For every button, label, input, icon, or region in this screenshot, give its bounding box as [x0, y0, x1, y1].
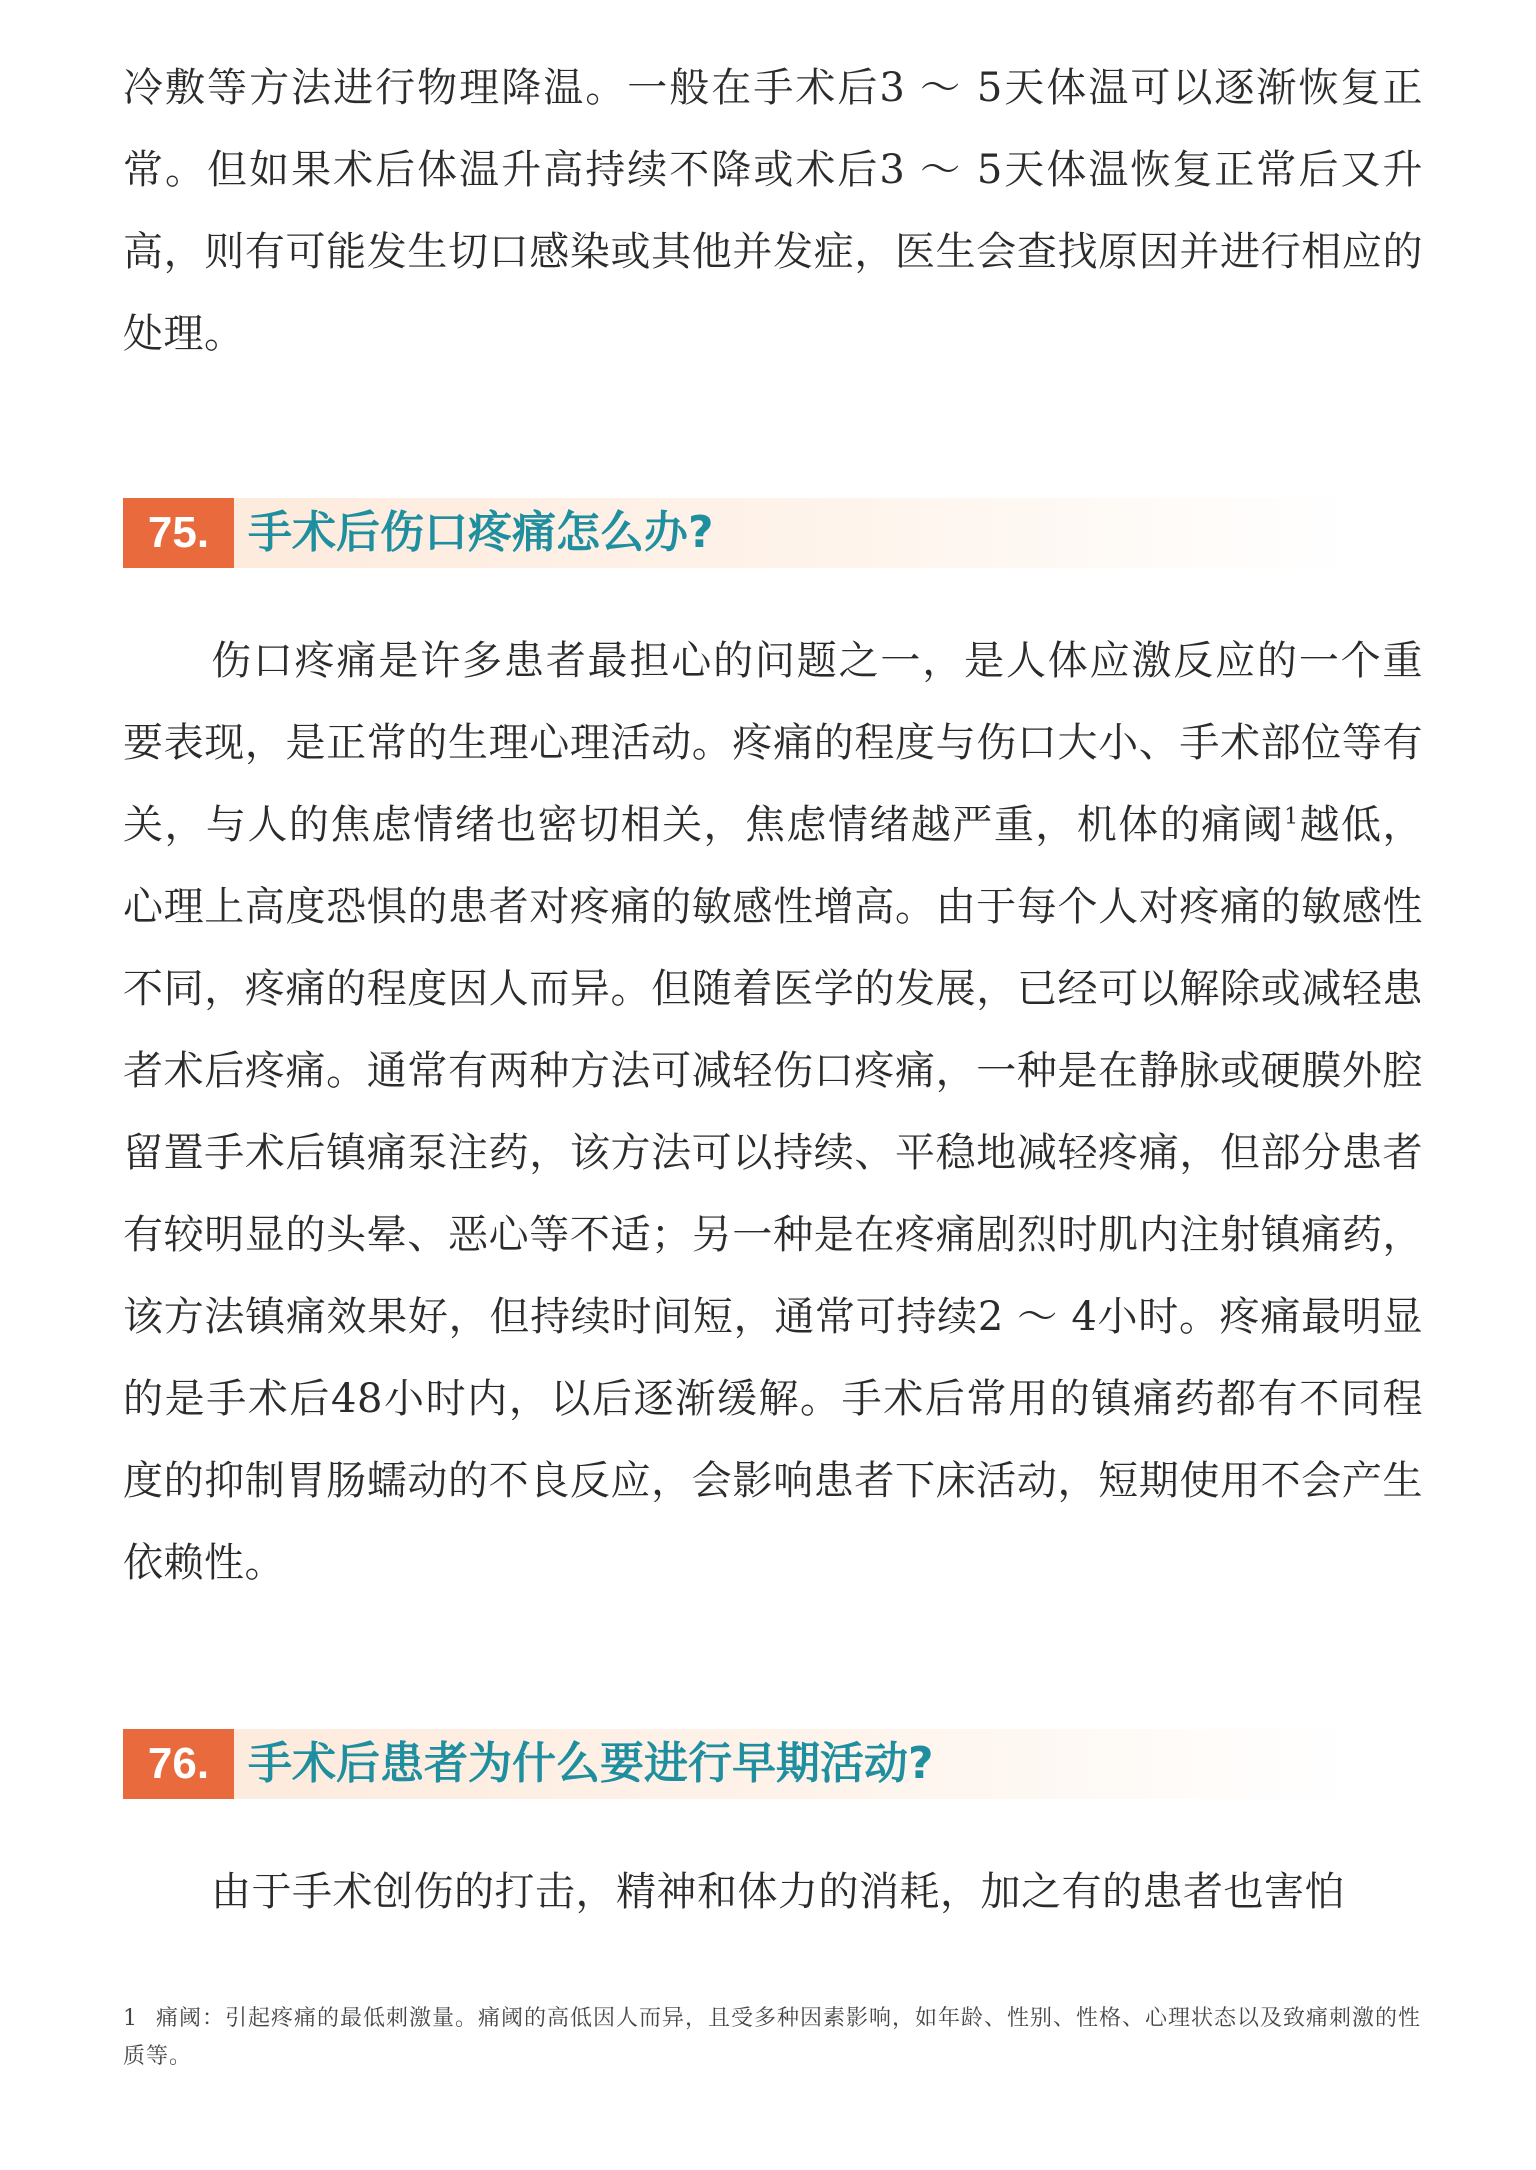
continuation-paragraph: 冷敷等方法进行物理降温。一般在手术后3 ～ 5天体温可以逐渐恢复正常。但如果术后体温升高持续不降或术后3 ～ 5天体温恢复正常后又升高，则有可能发生切口感染或其他并发症，医生会查找原因并进行相应的处理。	[123, 65, 1423, 357]
footnote-ref[interactable]: 1	[1284, 804, 1299, 830]
footnote	[123, 2000, 1423, 2076]
section-75-paragraph-part1: 伤口疼痛是许多患者最担心的问题之一，是人体应激反应的一个重要表现，是正常的生理心理活动。疼痛的程度与伤口大小、手术部位等有关，与人的焦虑情绪也密切相关，焦虑情绪越严重，机体的痛阈	[123, 638, 1423, 848]
footnote-text: 痛阈：引起疼痛的最低刺激量。痛阈的高低因人而异，且受多种因素影响，如年龄、性别、性格、心理状态以及致痛刺激的性质等。	[123, 2006, 1422, 2069]
footnote-number: 1	[123, 2006, 138, 2031]
section-76-number: 76.	[123, 1729, 234, 1799]
section-75-header	[123, 498, 1353, 568]
section-76-header	[123, 1729, 1353, 1799]
section-76-title: 手术后患者为什么要进行早期活动?	[248, 1738, 934, 1789]
section-75-paragraph	[123, 620, 1423, 1604]
section-76-paragraph: 由于手术创伤的打击，精神和体力的消耗，加之有的患者也害怕	[211, 1869, 1345, 1915]
section-75-number: 75.	[123, 498, 234, 568]
section-75-title: 手术后伤口疼痛怎么办?	[248, 507, 714, 558]
section-75-paragraph-part2: 越低，心理上高度恐惧的患者对疼痛的敏感性增高。由于每个人对疼痛的敏感性不同，疼痛的程度因人而异。但随着医学的发展，已经可以解除或减轻患者术后疼痛。通常有两种方法可减轻伤口疼痛，一种是在静脉或硬膜外腔留置手术后镇痛泵注药，该方法可以持续、平稳地减轻疼痛，但部分患者有较明显的头晕、恶心等不适；另一种是在疼痛剧烈时肌内注射镇痛药，该方法镇痛效果好，但持续时间短，通常可持续2 ～ 4小时。疼痛最明显的是手术后48小时内，以后逐渐缓解。手术后常用的镇痛药都有不同程度的抑制胃肠蠕动的不良反应，会影响患者下床活动，短期使用不会产生依赖性。	[123, 802, 1424, 1586]
